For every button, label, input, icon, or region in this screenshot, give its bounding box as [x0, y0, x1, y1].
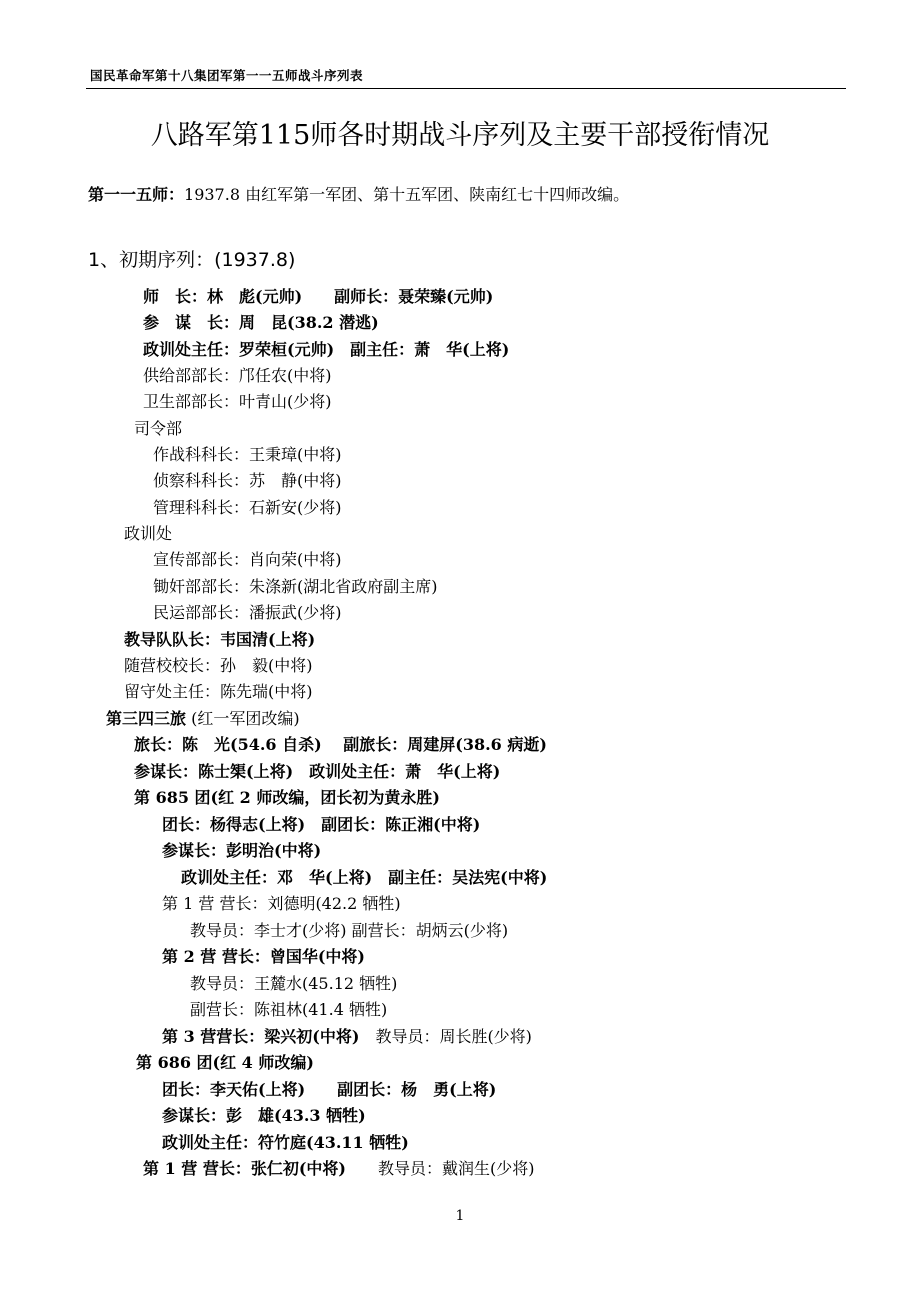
roster-line-brigade-commander: 旅长：陈 光(54.6 自杀) 副旅长：周建屏(38.6 病逝): [134, 735, 547, 754]
roster-line-brigade-staff: 参谋长：陈士榘(上将) 政训处主任：萧 华(上将): [134, 762, 501, 781]
regiment-685-heading: 第 685 团(红 2 师改编，团长初为黄永胜): [134, 788, 440, 807]
686-bn1-commander: 第 1 营 营长：张仁初(中将): [143, 1159, 346, 1178]
page-header: 国民革命军第十八集团军第一一五师战斗序列表: [90, 68, 364, 83]
bn3-instructor: 教导员：周长胜(少将): [375, 1027, 532, 1046]
roster-line-rear: 留守处主任：陈先瑞(中将): [124, 682, 313, 701]
roster-line-security: 锄奸部部长：朱涤新(湖北省政府副主席): [153, 577, 438, 596]
section-title: 1、初期序列：(1937.8): [88, 249, 296, 271]
roster-line-685-bn2-instructor: 教导员：王麓水(45.12 牺牲): [190, 974, 398, 993]
intro-label: 第一一五师：: [88, 185, 185, 204]
roster-line-operations: 作战科科长：王秉璋(中将): [153, 445, 342, 464]
roster-line-commander: 师 长：林 彪(元帅) 副师长：聂荣臻(元帅): [143, 287, 494, 306]
roster-line-training: 教导队队长：韦国清(上将): [124, 630, 316, 649]
roster-line-686-political: 政训处主任：符竹庭(43.11 牺牲): [162, 1133, 409, 1152]
page-number: 1: [455, 1208, 465, 1224]
roster-line-685-political: 政训处主任：邓 华(上将) 副主任：吴法宪(中将): [181, 868, 548, 887]
header-rule: [86, 88, 846, 89]
roster-line-hq: 司令部: [134, 419, 183, 438]
roster-line-management: 管理科科长：石新安(少将): [153, 498, 342, 517]
roster-line-685-bn2-deputy: 副营长：陈祖林(41.4 牺牲): [190, 1000, 388, 1019]
roster-line-supply: 供给部部长：邝任农(中将): [143, 366, 332, 385]
roster-line-political-dept: 政训处: [124, 524, 173, 543]
roster-line-685-commander: 团长：杨得志(上将) 副团长：陈正湘(中将): [162, 815, 481, 834]
roster-line-685-chief: 参谋长：彭明治(中将): [162, 841, 322, 860]
roster-line-685-bn1: 第 1 营 营长：刘德明(42.2 牺牲): [162, 894, 401, 913]
roster-line-686-commander: 团长：李天佑(上将) 副团长：杨 勇(上将): [162, 1080, 497, 1099]
roster-line-685-bn2: 第 2 营 营长：曾国华(中将): [162, 947, 365, 966]
bn3-commander: 第 3 营营长：梁兴初(中将): [162, 1027, 360, 1046]
roster-line-686-chief: 参谋长：彭 雄(43.3 牺牲): [162, 1106, 366, 1125]
regiment-686-heading: 第 686 团(红 4 师改编): [136, 1053, 314, 1072]
roster-line-school: 随营校校长：孙 毅(中将): [124, 656, 313, 675]
roster-line-medical: 卫生部部长：叶青山(少将): [143, 392, 332, 411]
686-bn1-instructor: 教导员：戴润生(少将): [378, 1159, 535, 1178]
document-title: 八路军第115师各时期战斗序列及主要干部授衔情况: [150, 120, 770, 151]
roster-line-civil: 民运部部长：潘振武(少将): [153, 603, 342, 622]
roster-line-political-director: 政训处主任：罗荣桓(元帅) 副主任：萧 华(上将): [143, 340, 510, 359]
intro-paragraph: [88, 182, 629, 205]
roster-line-chief-of-staff: 参 谋 长：周 昆(38.2 潜逃): [143, 313, 379, 332]
roster-line-propaganda: 宣传部部长：肖向荣(中将): [153, 550, 342, 569]
roster-line-685-bn1-staff: 教导员：李士才(少将) 副营长：胡炳云(少将): [190, 921, 509, 940]
roster-line-685-bn3: [162, 1027, 532, 1047]
intro-text: 1937.8 由红军第一军团、第十五军团、陕南红七十四师改编。: [184, 185, 630, 204]
brigade-343-heading: 第三四三旅 (红一军团改编): [106, 709, 300, 728]
roster-line-686-bn1: [143, 1159, 535, 1179]
roster-line-recon: 侦察科科长：苏 静(中将): [153, 471, 342, 490]
